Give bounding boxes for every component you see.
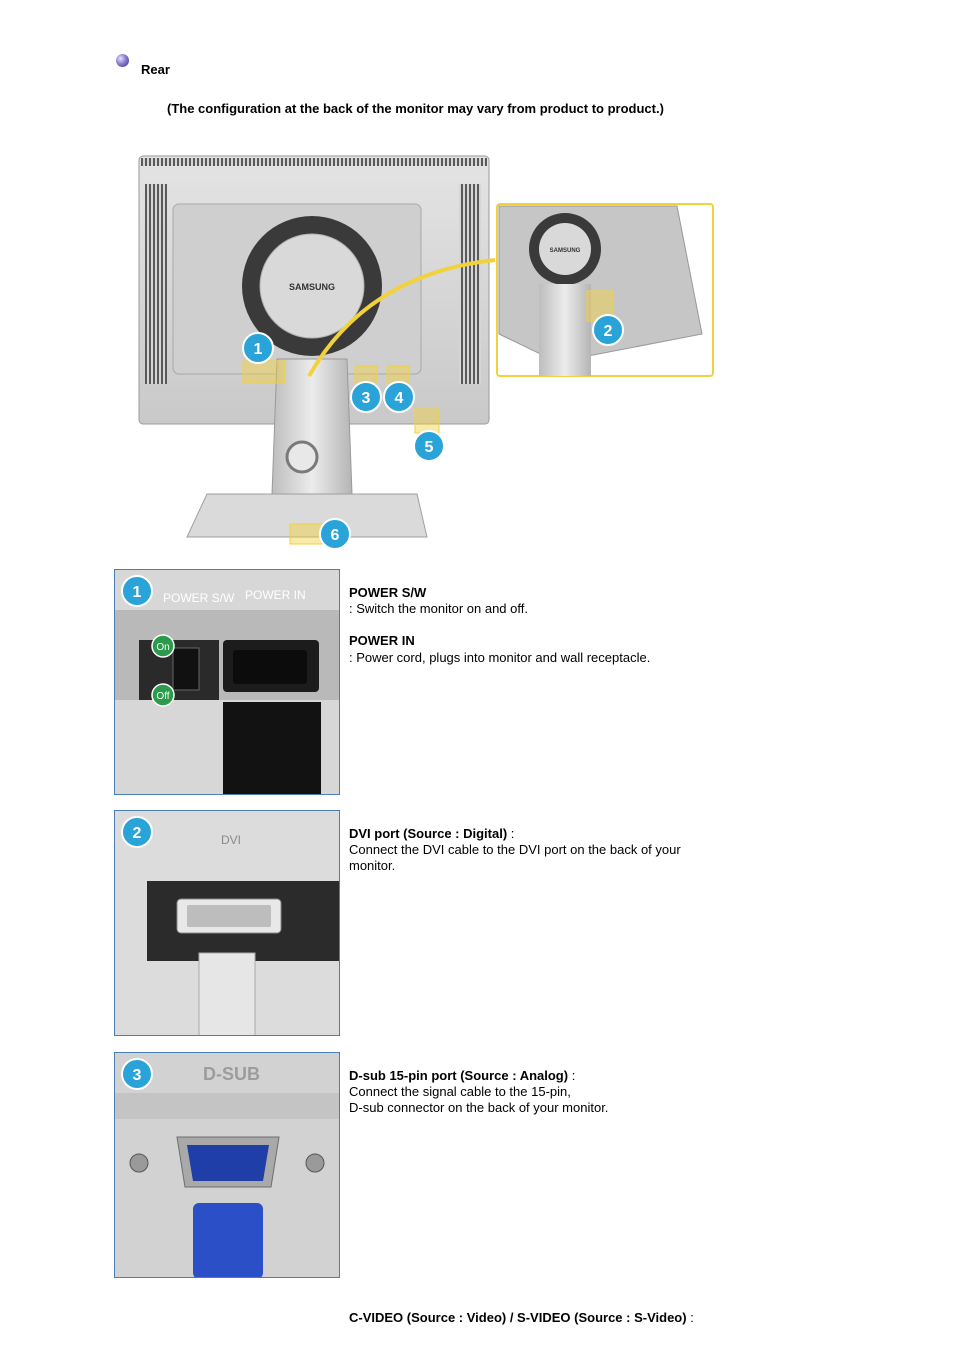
inset-stand: [539, 284, 591, 376]
video-title-suffix: :: [686, 1310, 694, 1325]
callout-1: [243, 333, 273, 363]
power-in-title: POWER IN: [349, 633, 415, 649]
section-title: Rear: [141, 62, 170, 77]
vent-right: [459, 184, 481, 384]
svg-text:1: 1: [253, 341, 263, 358]
section-bullet-icon: [116, 54, 129, 67]
highlight-3: [355, 366, 377, 382]
configuration-note: (The configuration at the back of the monitor may vary from product to product.): [167, 101, 664, 116]
photo-label-power-in: POWER IN: [245, 588, 306, 602]
photo-label-power-sw: POWER S/W: [163, 591, 235, 605]
photo-label-dsub: D-SUB: [203, 1064, 260, 1084]
dsub-port-photo: [114, 1052, 340, 1278]
vent-top: [141, 158, 487, 166]
callout-2: [593, 315, 623, 345]
dsub-title: D-sub 15-pin port (Source : Analog): [349, 1068, 569, 1083]
dsub-title-suffix: :: [568, 1068, 576, 1083]
power-sw-text: : Switch the monitor on and off.: [349, 601, 528, 617]
callout-5: [414, 431, 444, 461]
callout-6: [320, 519, 350, 549]
dsub-text-line-1: Connect the signal cable to the 15-pin,: [349, 1084, 571, 1100]
svg-text:3: 3: [361, 390, 371, 407]
highlight-1: [243, 361, 285, 383]
dsub-description: [349, 1068, 739, 1117]
svg-text:1: 1: [132, 584, 142, 601]
dvi-text-line-2: monitor.: [349, 858, 396, 874]
highlight-5: [415, 409, 439, 433]
svg-text:2: 2: [132, 825, 142, 842]
highlight-6: [290, 524, 322, 544]
photo-label-dvi: DVI: [221, 833, 242, 847]
callout-3: [351, 382, 381, 412]
video-title: C-VIDEO (Source : Video) / S-VIDEO (Source : S-Video): [349, 1310, 687, 1325]
power-in-text: : Power cord, plugs into monitor and wall receptacle.: [349, 649, 651, 665]
inset-brand-label: SAMSUNG: [549, 248, 581, 254]
dvi-text-line-1: Connect the DVI cable to the DVI port on the back of your: [349, 842, 681, 858]
dvi-port-photo: [114, 810, 340, 1036]
dvi-title-suffix: :: [507, 826, 515, 841]
svg-text:6: 6: [330, 527, 340, 544]
brand-label: SAMSUNG: [288, 282, 336, 292]
svg-text:5: 5: [424, 439, 434, 456]
svg-text:2: 2: [603, 323, 613, 340]
power-description: [349, 585, 739, 666]
callout-4: [384, 382, 414, 412]
vent-left: [145, 184, 167, 384]
svg-text:3: 3: [132, 1067, 142, 1084]
svg-text:Off: Off: [156, 691, 170, 702]
power-sw-title: POWER S/W: [349, 585, 427, 600]
highlight-4: [387, 366, 409, 382]
svg-text:On: On: [156, 642, 170, 653]
video-description: [349, 1310, 739, 1326]
dvi-description: [349, 826, 739, 875]
cable-holder: [287, 442, 317, 472]
monitor-rear-illustration: [137, 154, 717, 549]
svg-text:4: 4: [394, 390, 404, 407]
dsub-text-line-2: D-sub connector on the back of your monitor.: [349, 1100, 609, 1116]
dvi-title: DVI port (Source : Digital): [349, 826, 508, 841]
power-ports-photo: [114, 569, 340, 795]
